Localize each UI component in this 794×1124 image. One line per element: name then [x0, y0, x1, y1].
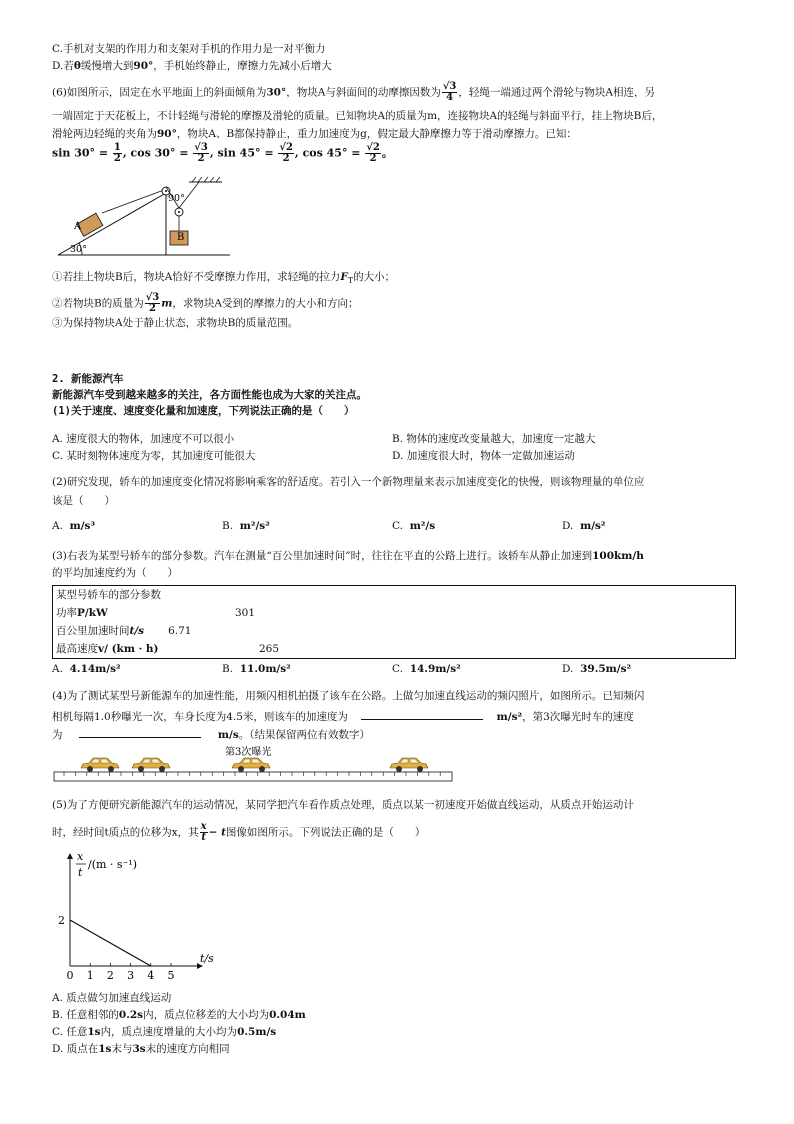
car-icon [81, 758, 119, 772]
q2-p1: (1)关于速度、速度变化量和加速度，下列说法正确的是（ ） [52, 405, 355, 417]
q2-p5-line2: 时，经时间t质点的位移为x，其 $\frac{x}{t}$ − t图像如图所示。下列说法正确的是（ ） [52, 821, 426, 843]
q2-p1-option-a: A. 速度很大的物体，加速度不可以很小 [52, 433, 235, 445]
third-exposure-label: 第3次曝光 [225, 747, 272, 758]
series-line [70, 920, 151, 966]
q2-p5-option-d: D. 质点在1s末与3s末的速度方向相同 [52, 1043, 230, 1055]
q2-p3-option-a: A. 4.14m/s² [52, 663, 121, 675]
angle-90-label: 90° [168, 193, 185, 204]
car-icon [232, 758, 270, 772]
y-label-unit: /(m · s⁻¹) [88, 858, 138, 871]
acceleration-answer-blank[interactable] [361, 708, 483, 720]
q1-sub2: ②若物块B的质量为 $\frac{√3}{2}$ m，求物块A受到的摩擦力的大小和方向； [52, 292, 359, 314]
q2-p3-option-b: B. 11.0m/s² [222, 663, 291, 675]
angle-30-label: 30° [70, 244, 87, 255]
strobe-photo-figure [52, 744, 456, 782]
table-row: 百公里加速时间t/s 6.71 [56, 625, 192, 637]
q2-p5-option-c: C. 任意1s内，质点速度增量的大小均为0.5m/s [52, 1026, 277, 1038]
q2-title: 2. 新能源汽车 [52, 373, 124, 385]
q2-p2-option-c: C. m²/s [392, 520, 436, 532]
q1-p6-line1: (6)如图所示，固定在水平地面上的斜面倾角为30°，物块A与斜面间的动摩擦因数为 $\frac{√3}{4}$ ，轻绳一端通过两个滑轮与物块A相连，另 [52, 81, 655, 103]
trig-values: sin 30° = $\frac{1}{2}$ , cos 30° = $\frac{√3}{2}$ , sin 45° = $\frac{√2}{2}$ , cos 45° = $\frac{√2}{2}$ 。 [52, 142, 393, 164]
mu-fraction: $\frac{√3}{4}$ [442, 81, 457, 103]
q2-p1-option-b: B. 物体的速度改变量越大，加速度一定越大 [392, 433, 596, 445]
xt-t-chart [52, 848, 232, 984]
x-tick-label: 1 [86, 969, 94, 982]
velocity-answer-blank[interactable] [79, 726, 201, 738]
y-label-num: x [77, 850, 84, 863]
q1-sub1: ①若挂上物块B后，物块A恰好不受摩擦力作用，求轻绳的拉力$F_T$的大小； [52, 271, 396, 286]
y-label-den: t [78, 866, 83, 879]
q2-p1-option-d: D. 加速度很大时，物体一定做加速运动 [392, 450, 575, 462]
table-title: 某型号轿车的部分参数 [56, 589, 161, 601]
ruler [54, 772, 452, 781]
x-label: t/s [200, 952, 214, 965]
q2-p4-line1: (4)为了测试某型号新能源车的加速性能，用频闪相机拍摄了该车在公路。上做匀加速直线运动的频闪照片，如图所示。已知频闪 [52, 690, 645, 702]
q2-p5-option-a: A. 质点做匀加速直线运动 [52, 992, 172, 1004]
q1-option-c: C.手机对支架的作用力和支架对手机的作用力是一对平衡力 [52, 43, 326, 55]
x-tick-label: 2 [106, 969, 114, 982]
q2-p1-option-c: C. 某时刻物体速度为零，其加速度可能很大 [52, 450, 256, 462]
car-icon [132, 758, 170, 772]
table-row: 功率P/kW 301 [56, 607, 256, 619]
q2-p2-line1: (2)研究发现，轿车的加速度变化情况将影响乘客的舒适度。若引入一个新物理量来表示加速度变化的快慢，则该物理量的单位应 [52, 476, 645, 488]
block-b-label: B [177, 232, 185, 243]
q1-p6-line2: 一端固定于天花板上，不计轻绳与滑轮的摩擦及滑轮的质量。已知物块A的质量为m，连接物块A的轻绳与斜面平行，挂上物块B后， [52, 110, 663, 122]
x-tick-label: 5 [167, 969, 175, 982]
q2-p2-line2: 该是（ ） [52, 495, 115, 507]
q2-p3-option-c: C. 14.9m/s² [392, 663, 461, 675]
q1-sub3: ③为保持物块A处于静止状态，求物块B的质量范围。 [52, 317, 299, 329]
car-icon [390, 758, 428, 772]
q2-p3-line1: (3)右表为某型号轿车的部分参数。汽车在测量“百公里加速时间”时，往往在平直的公路上进行。该轿车从静止加速到100km/h [52, 550, 644, 562]
x-tick-label: 0 [66, 969, 74, 982]
block-a-label: A [74, 221, 82, 232]
car-params-table [52, 585, 736, 659]
x-tick-label: 4 [147, 969, 155, 982]
q2-p4-line2: 相机每隔1.0秒曝光一次，车身长度为4.5米，则该车的加速度为 m/s²，第3次曝光时车的速度 [52, 708, 634, 724]
q2-p2-option-a: A. m/s³ [52, 520, 96, 532]
q2-p5-option-b: B. 任意相邻的0.2s内，质点位移差的大小均为0.04m [52, 1009, 306, 1021]
q2-intro: 新能源汽车受到越来越多的关注，各方面性能也成为大家的关注点。 [52, 389, 367, 401]
q1-p6-line3: 滑轮两边轻绳的夹角为90°，物块A、B都保持静止，重力加速度为g，假定最大静摩擦力等于滑动摩擦力。已知： [52, 128, 577, 140]
incline-pulley-diagram [52, 176, 232, 258]
q1-option-d: D.若θ缓慢增大到90°，手机始终静止，摩擦力先减小后增大 [52, 60, 332, 72]
q2-p4-line3: 为 m/s。（结果保留两位有效数字） [52, 726, 370, 742]
q2-p5-line1: (5)为了方便研究新能源汽车的运动情况，某同学把汽车看作质点处理，质点以某一初速度开始做直线运动，从质点开始运动计 [52, 799, 634, 811]
q2-p3-option-d: D. 39.5m/s² [562, 663, 632, 675]
q2-p3-line2: 的平均加速度约为（ ） [52, 567, 178, 579]
q2-p2-option-d: D. m/s² [562, 520, 606, 532]
table-row: 最高速度v/ (km · h) 265 [56, 643, 280, 655]
q2-p2-option-b: B. m²/s² [222, 520, 270, 532]
y-tick-label: 2 [58, 914, 65, 927]
x-tick-label: 3 [127, 969, 135, 982]
